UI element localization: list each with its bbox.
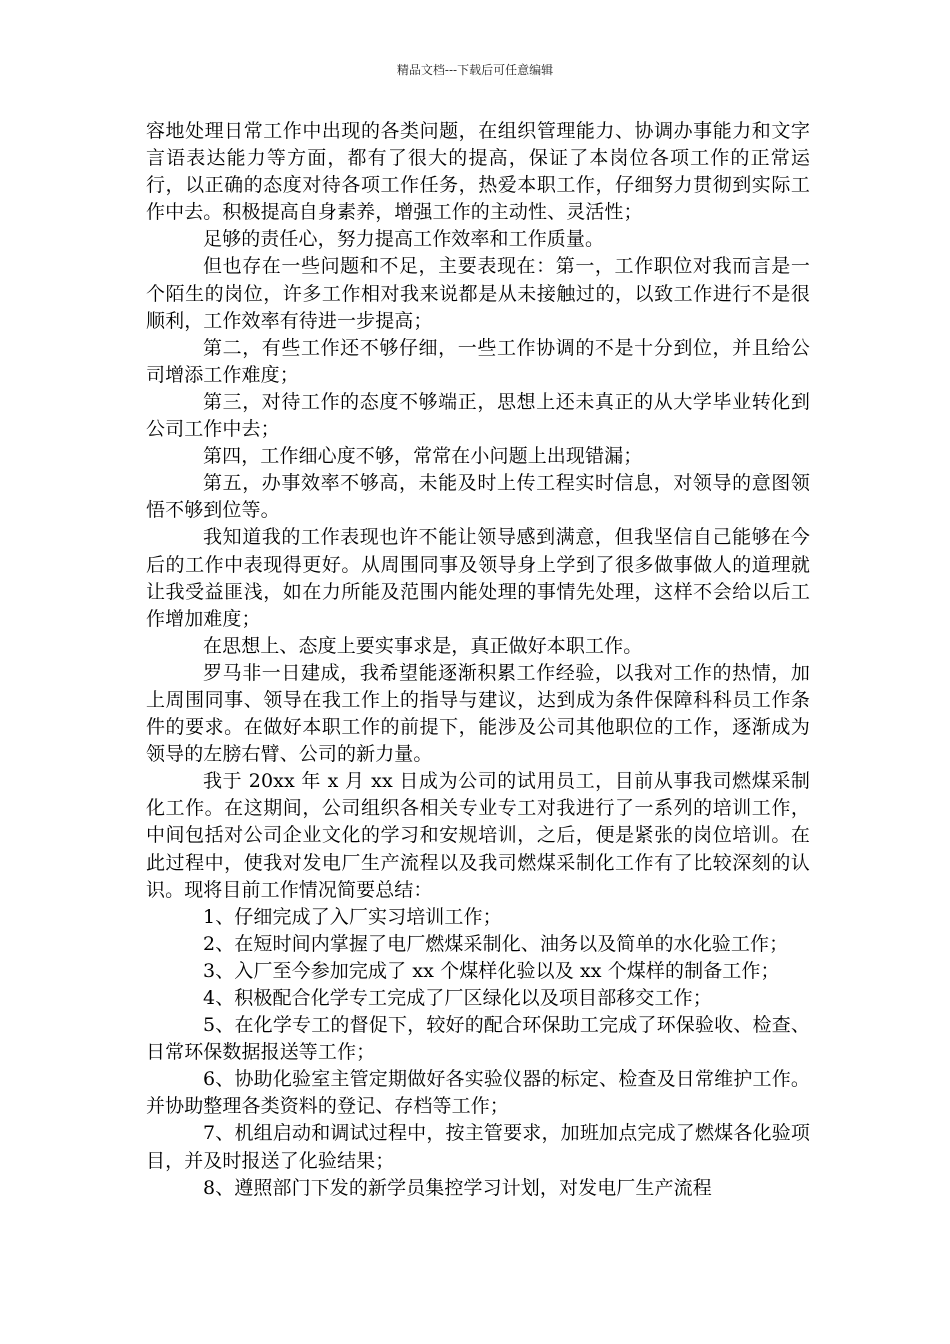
paragraph: 足够的责任心，努力提高工作效率和工作质量。 bbox=[203, 228, 605, 251]
paragraph: 第四，工作细心度不够，常常在小问题上出现错漏； bbox=[203, 445, 643, 468]
paragraph: 罗马非一日建成，我希望能逐渐积累工作经验，以我对工作的热情，加上周围同事、领导在我工作上的指导与建议，达到成为条件保障科科员工作条件的要求。在做好本职工作的前提下，能涉及公司其他职位的工作，逐渐成为领导的左膀右臂、公司的新力量。 bbox=[146, 661, 810, 766]
paragraph: 第五，办事效率不够高，未能及时上传工程实时信息，对领导的意图领悟不够到位等。 bbox=[146, 472, 810, 522]
paragraph: 第二，有些工作还不够仔细，一些工作协调的不是十分到位，并且给公司增添工作难度； bbox=[146, 336, 810, 386]
paragraph: 我于 20xx 年 x 月 xx 日成为公司的试用员工，目前从事我司燃煤采制化工作。在这期间，公司组织各相关专业专工对我进行了一系列的培训工作，中间包括对公司企业文化的学习和安规培训，之后，便是紧张的岗位培训。在此过程中，使我对发电厂生产流程以及我司燃煤采制化工作有了比较深刻的认识。现将目前工作情况简要总结： bbox=[146, 770, 810, 901]
list-item: 8、遵照部门下发的新学员集控学习计划，对发电厂生产流程 bbox=[203, 1176, 712, 1199]
paragraph: 我知道我的工作表现也许不能让领导感到满意，但我坚信自己能够在今后的工作中表现得更好。从周围同事及领导身上学到了很多做事做人的道理就让我受益匪浅，如在力所能及范围内能处理的事情先处理，这样不会给以后工作增加难度； bbox=[146, 526, 810, 630]
list-item: 4、积极配合化学专工完成了厂区绿化以及项目部移交工作； bbox=[203, 987, 712, 1009]
list-item: 5、在化学专工的督促下，较好的配合环保助工完成了环保验收、检查、日常环保数据报送等工作； bbox=[146, 1014, 810, 1064]
list-item: 3、入厂至今参加完成了 xx 个煤样化验以及 xx 个煤样的制备工作； bbox=[203, 959, 780, 982]
document-body bbox=[146, 118, 810, 1202]
page-header: 精品文档---下载后可任意编辑 bbox=[396, 63, 554, 77]
list-item: 2、在短时间内掌握了电厂燃煤采制化、油务以及简单的水化验工作； bbox=[203, 932, 789, 955]
paragraph: 第三，对待工作的态度不够端正，思想上还未真正的从大学毕业转化到公司工作中去； bbox=[146, 390, 810, 441]
list-item: 1、仔细完成了入厂实习培训工作； bbox=[203, 905, 502, 928]
paragraph: 容地处理日常工作中出现的各类问题，在组织管理能力、协调办事能力和文字言语表达能力等方面，都有了很大的提高，保证了本岗位各项工作的正常运行，以正确的态度对待各项工作任务，热爱本职工作，仔细努力贯彻到实际工作中去。积极提高自身素养，增强工作的主动性、灵活性； bbox=[146, 120, 810, 224]
list-item: 7、机组启动和调试过程中，按主管要求，加班加点完成了燃煤各化验项目，并及时报送了化验结果； bbox=[146, 1122, 810, 1172]
paragraph: 但也存在一些问题和不足，主要表现在：第一，工作职位对我而言是一个陌生的岗位，许多工作相对我来说都是从未接触过的，以致工作进行不是很顺利，工作效率有待进一步提高； bbox=[146, 255, 810, 332]
list-item: 6、协助化验室主管定期做好各实验仪器的标定、检查及日常维护工作。并协助整理各类资料的登记、存档等工作； bbox=[146, 1068, 810, 1118]
paragraph: 在思想上、态度上要实事求是，真正做好本职工作。 bbox=[203, 634, 643, 657]
